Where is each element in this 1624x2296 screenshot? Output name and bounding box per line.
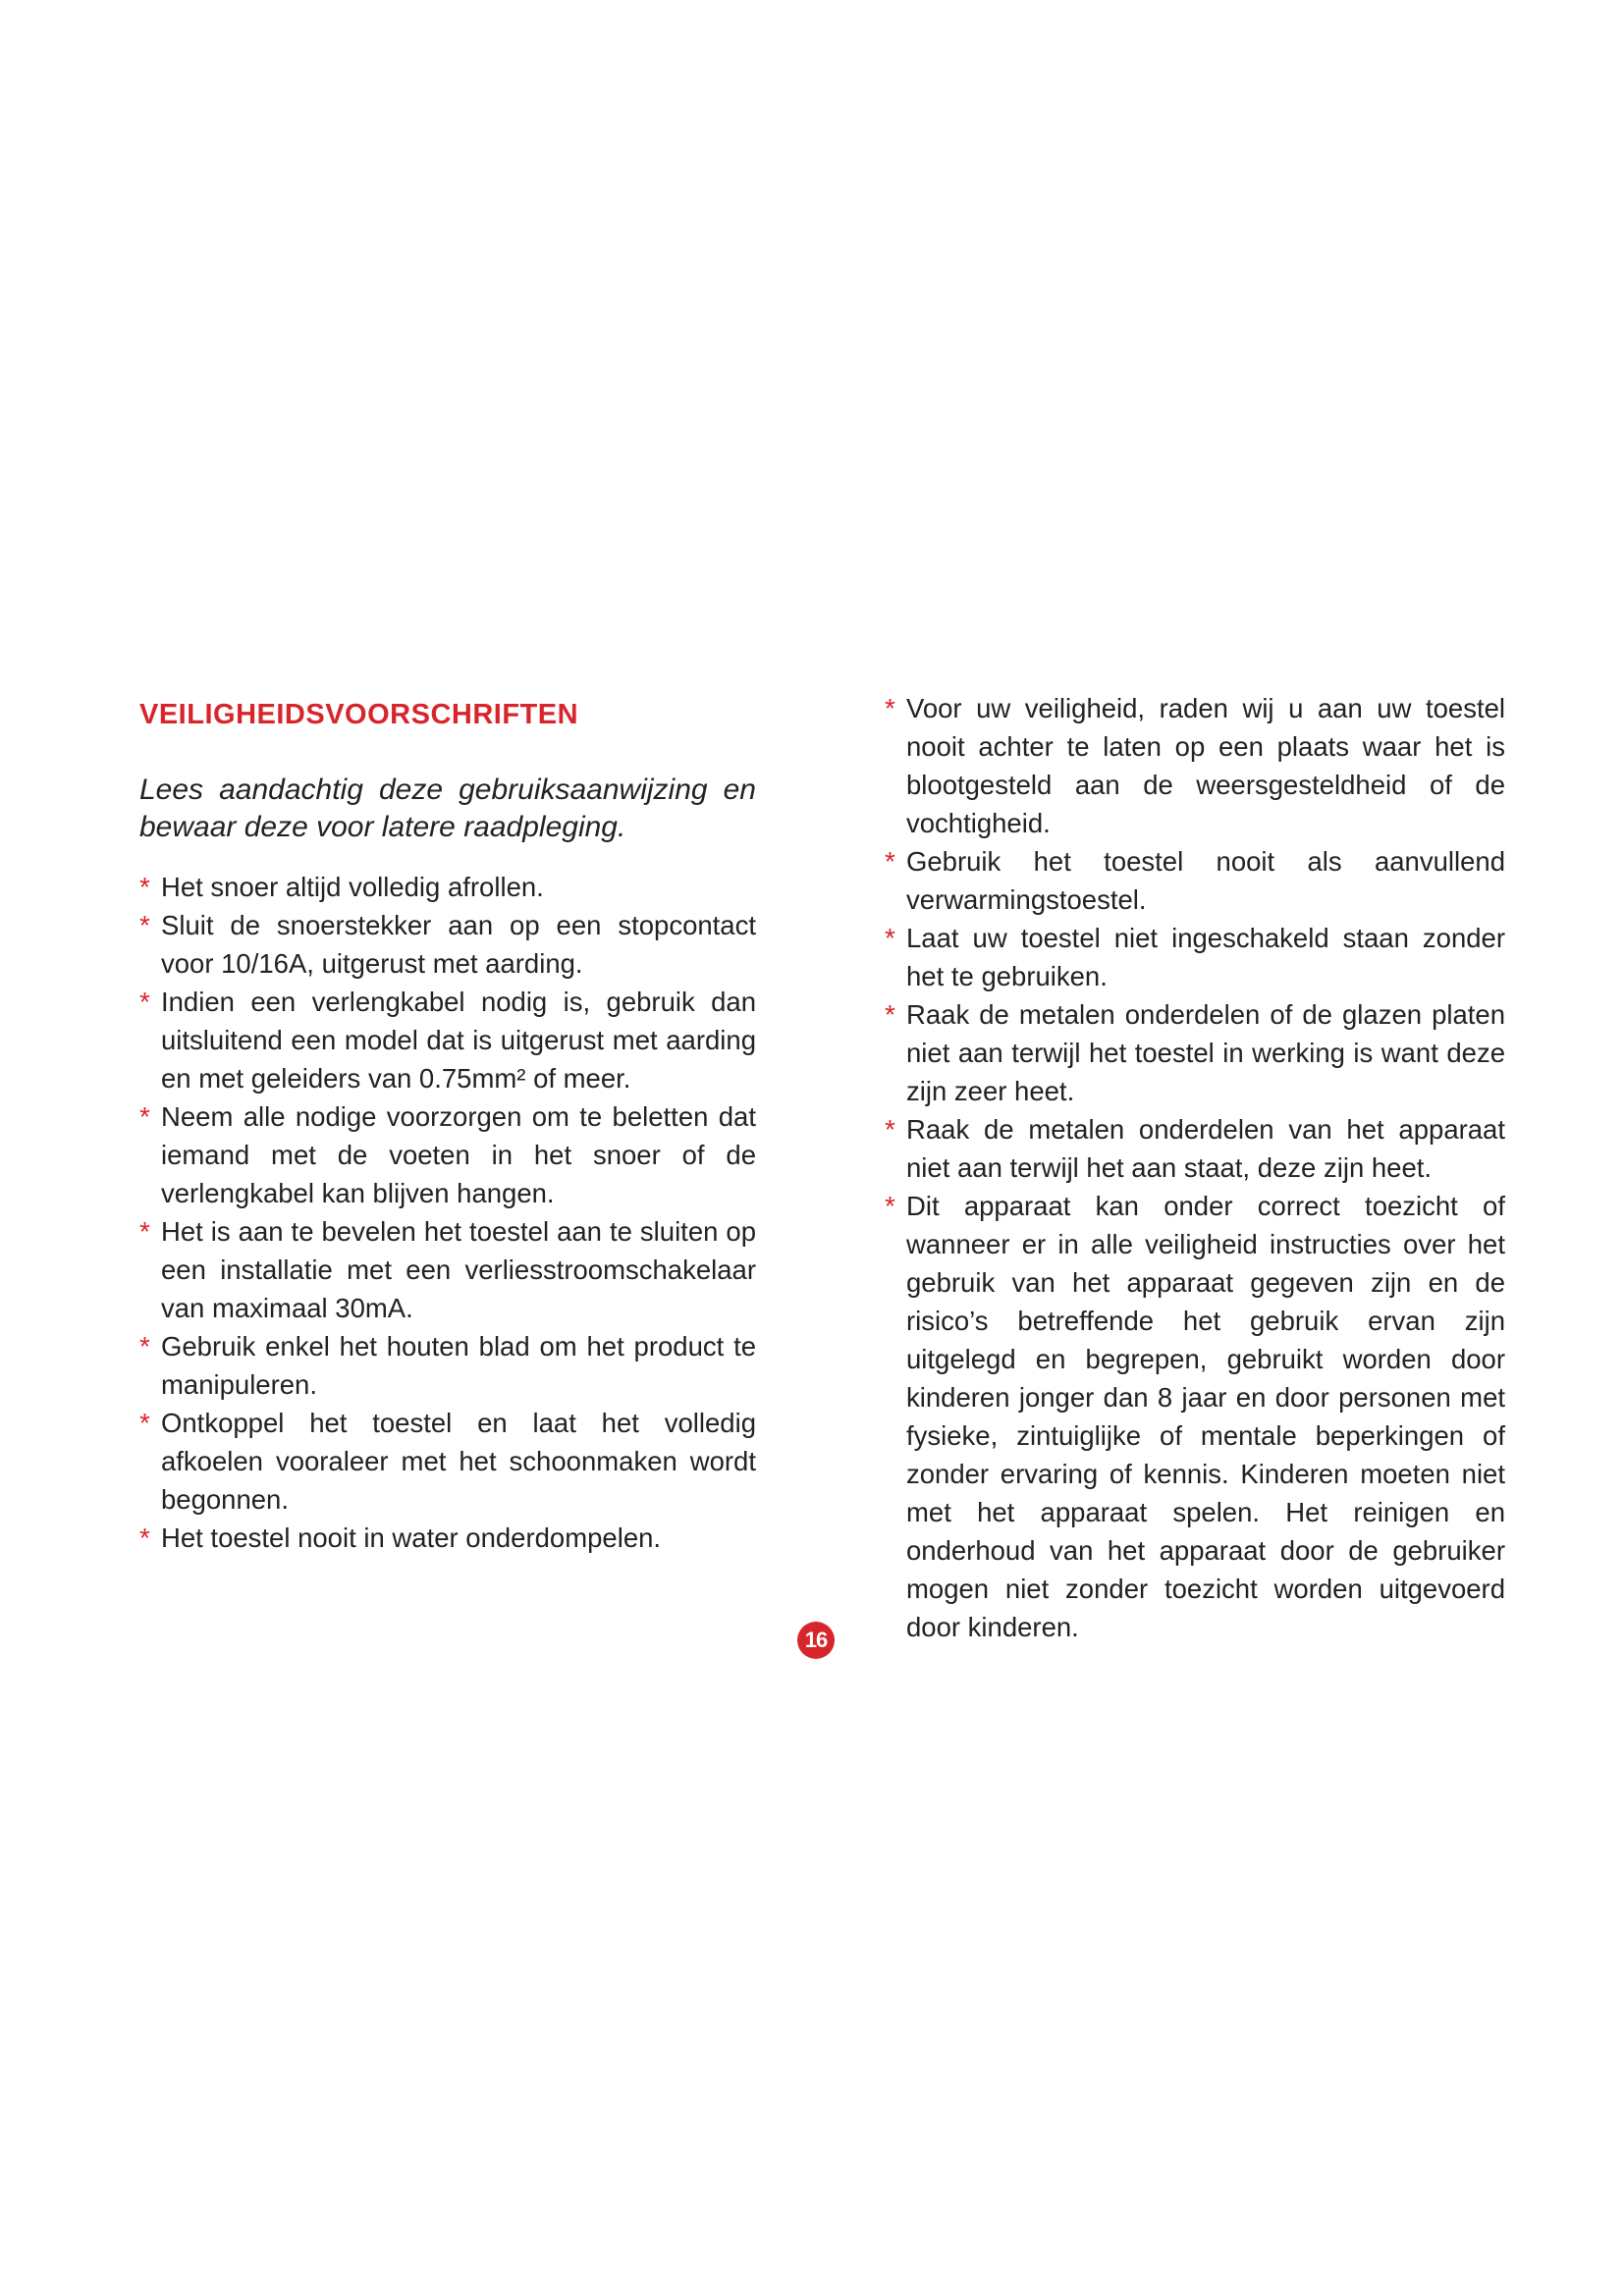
list-item-text: Gebruik het toestel nooit als aanvullend verwarmingstoestel. [906, 846, 1505, 915]
list-item-text: Gebruik enkel het houten blad om het product te manipuleren. [161, 1331, 756, 1400]
asterisk-bullet-icon: * [139, 1522, 150, 1553]
asterisk-bullet-icon: * [885, 923, 895, 953]
list-item-text: Dit apparaat kan onder correct toezicht of wanneer er in alle veiligheid instructies over het gebruik van het apparaat gegeven zijn en de risico’s betreffende het gebruik ervan zijn uitgelegd en begrepen, gebruikt worden door kinderen jonger dan 8 jaar en door personen met fysieke, zintuiglijke of mentale beperkingen of zonder ervaring of kennis. Kinderen moeten niet met het apparaat spelen. Het reinigen en onderhoud van het apparaat door de gebruiker mogen niet zonder toezicht worden uitgevoerd door kinderen. [906, 1191, 1505, 1642]
list-item [139, 1327, 756, 1404]
list-item [139, 1097, 756, 1212]
list-item-text: Laat uw toestel niet ingeschakeld staan zonder het te gebruiken. [906, 923, 1505, 991]
list-item [885, 919, 1505, 995]
left-column [139, 687, 756, 1557]
right-column [885, 689, 1505, 1646]
right-bullet-list [885, 689, 1505, 1646]
list-item [139, 1212, 756, 1327]
list-item-text: Het toestel nooit in water onderdompelen. [161, 1522, 662, 1553]
section-title: VEILIGHEIDSVOORSCHRIFTEN [139, 699, 579, 730]
list-item-text: Raak de metalen onderdelen of de glazen platen niet aan terwijl het toestel in werking is want deze zijn zeer heet. [906, 999, 1505, 1106]
list-item-text: Het is aan te bevelen het toestel aan te sluiten op een installatie met een verliesstroomschakelaar van maximaal 30mA. [161, 1216, 756, 1323]
asterisk-bullet-icon: * [885, 846, 895, 877]
intro-text: Lees aandachtig deze gebruiksaanwijzing en bewaar deze voor latere raadpleging. [139, 774, 756, 843]
list-item [139, 1519, 756, 1557]
list-item-text: Indien een verlengkabel nodig is, gebruik dan uitsluitend een model dat is uitgerust met aarding en met geleiders van 0.75mm² of meer. [161, 987, 756, 1094]
list-item-text: Raak de metalen onderdelen van het apparaat niet aan terwijl het aan staat, deze zijn heet. [906, 1114, 1505, 1183]
list-item [885, 995, 1505, 1110]
asterisk-bullet-icon: * [139, 872, 150, 902]
asterisk-bullet-icon: * [139, 910, 150, 940]
left-bullet-list [139, 868, 756, 1557]
asterisk-bullet-icon: * [139, 1408, 150, 1438]
list-item-text: Sluit de snoerstekker aan op een stopcontact voor 10/16A, uitgerust met aarding. [161, 910, 756, 979]
list-item [885, 842, 1505, 919]
asterisk-bullet-icon: * [139, 1216, 150, 1247]
asterisk-bullet-icon: * [139, 987, 150, 1017]
page-number-badge: 16 [797, 1622, 835, 1659]
asterisk-bullet-icon: * [885, 1114, 895, 1145]
list-item [885, 689, 1505, 842]
list-item-text: Voor uw veiligheid, raden wij u aan uw toestel nooit achter te laten op een plaats waar het is blootgesteld aan de weersgesteldheid of de vochtigheid. [906, 693, 1505, 838]
list-item [885, 1110, 1505, 1187]
asterisk-bullet-icon: * [139, 1101, 150, 1132]
list-item-text: Neem alle nodige voorzorgen om te beletten dat iemand met de voeten in het snoer of de verlengkabel kan blijven hangen. [161, 1101, 756, 1208]
list-item [139, 983, 756, 1097]
asterisk-bullet-icon: * [885, 693, 895, 723]
list-item [139, 906, 756, 983]
list-item-text: Het snoer altijd volledig afrollen. [161, 872, 544, 902]
list-item [139, 1404, 756, 1519]
asterisk-bullet-icon: * [885, 999, 895, 1030]
asterisk-bullet-icon: * [139, 1331, 150, 1362]
list-item [885, 1187, 1505, 1646]
asterisk-bullet-icon: * [885, 1191, 895, 1221]
list-item [139, 868, 756, 906]
list-item-text: Ontkoppel het toestel en laat het volledig afkoelen vooraleer met het schoonmaken wordt begonnen. [161, 1408, 756, 1515]
